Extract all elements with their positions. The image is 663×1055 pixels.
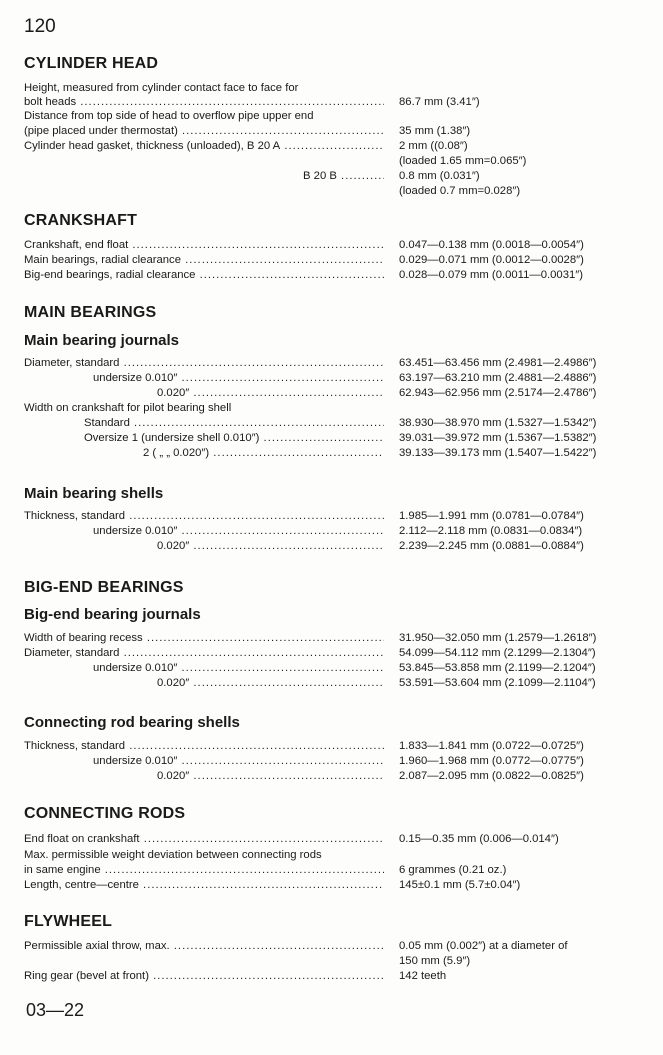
spec-value: 2 mm ((0.08″) bbox=[399, 140, 468, 152]
spec-row bbox=[24, 754, 634, 768]
spec-value: 39.133—39.173 mm (1.5407—1.5422″) bbox=[399, 447, 597, 459]
spec-row bbox=[24, 646, 634, 660]
subheading-big-end-bearing-journals: Big-end bearing journals bbox=[24, 606, 201, 623]
spec-value: 0.028—0.079 mm (0.0011—0.0031″) bbox=[399, 269, 584, 281]
spec-row bbox=[24, 954, 634, 968]
spec-label: undersize 0.010″ ..... bbox=[93, 371, 384, 385]
section-heading-main-bearings: MAIN BEARINGS bbox=[24, 304, 157, 321]
spec-value: 39.031—39.972 mm (1.5367—1.5382″) bbox=[399, 432, 597, 444]
spec-row bbox=[24, 416, 634, 430]
page-number: 120 bbox=[24, 16, 56, 37]
section-heading-connecting-rods: CONNECTING RODS bbox=[24, 805, 186, 822]
spec-value: 0.047—0.138 mm (0.0018—0.0054″) bbox=[399, 239, 584, 251]
spec-value: 38.930—38.970 mm (1.5327—1.5342″) bbox=[399, 417, 597, 429]
spec-value: 63.197—63.210 mm (2.4881—2.4886″) bbox=[399, 372, 597, 384]
spec-value: 54.099—54.112 mm (2.1299—2.1304″) bbox=[399, 647, 596, 659]
spec-row bbox=[24, 356, 634, 370]
spec-row bbox=[24, 661, 634, 675]
spec-row bbox=[24, 81, 634, 95]
spec-row bbox=[24, 124, 634, 138]
spec-row bbox=[24, 95, 634, 109]
spec-label: 0.020″ ..... bbox=[157, 769, 384, 783]
spec-row bbox=[24, 832, 634, 846]
spec-label: Permissible axial throw, max. ..... bbox=[24, 939, 384, 953]
spec-label: bolt heads ..... bbox=[24, 95, 384, 109]
spec-value: 0.029—0.071 mm (0.0012—0.0028″) bbox=[399, 254, 584, 266]
spec-row bbox=[24, 109, 634, 123]
spec-value: 0.15—0.35 mm (0.006—0.014″) bbox=[399, 833, 559, 845]
spec-row bbox=[24, 386, 634, 400]
subheading-main-bearing-journals: Main bearing journals bbox=[24, 332, 180, 349]
subheading-main-bearing-shells: Main bearing shells bbox=[24, 485, 164, 502]
spec-label: 0.020″ ..... bbox=[157, 676, 384, 690]
spec-value: 53.591—53.604 mm (2.1099—2.1104″) bbox=[399, 677, 596, 689]
spec-row bbox=[24, 401, 634, 415]
spec-row bbox=[24, 524, 634, 538]
spec-label: Max. permissible weight deviation between connecting rods bbox=[24, 849, 322, 861]
spec-label: Diameter, standard ..... bbox=[24, 356, 384, 370]
spec-row bbox=[24, 154, 634, 168]
spec-value: 0.8 mm (0.031″) bbox=[399, 170, 480, 182]
spec-label: Cylinder head gasket, thickness (unloaded), B 20 A ..... bbox=[24, 139, 384, 153]
spec-value: 1.960—1.968 mm (0.0772—0.0775″) bbox=[399, 755, 584, 767]
spec-label: Main bearings, radial clearance ..... bbox=[24, 253, 384, 267]
spec-label: Thickness, standard ..... bbox=[24, 509, 384, 523]
spec-row bbox=[24, 509, 634, 523]
spec-label: Standard ..... bbox=[84, 416, 384, 430]
spec-value: 0.05 mm (0.002″) at a diameter of bbox=[399, 940, 568, 952]
spec-label: Height, measured from cylinder contact face to face for bbox=[24, 82, 299, 94]
section-heading-big-end-bearings: BIG-END BEARINGS bbox=[24, 579, 184, 596]
spec-row bbox=[24, 169, 634, 183]
spec-row bbox=[24, 878, 634, 892]
spec-row bbox=[24, 739, 634, 753]
spec-label: undersize 0.010″ ..... bbox=[93, 754, 384, 768]
spec-label: B 20 B ..... bbox=[303, 169, 384, 183]
spec-value: 62.943—62.956 mm (2.5174—2.4786″) bbox=[399, 387, 597, 399]
spec-label: (pipe placed under thermostat) ..... bbox=[24, 124, 384, 138]
spec-row bbox=[24, 848, 634, 862]
spec-row bbox=[24, 371, 634, 385]
spec-value: 63.451—63.456 mm (2.4981—2.4986″) bbox=[399, 357, 597, 369]
spec-value: 53.845—53.858 mm (2.1199—2.1204″) bbox=[399, 662, 596, 674]
spec-row bbox=[24, 431, 634, 445]
section-heading-cylinder-head: CYLINDER HEAD bbox=[24, 55, 159, 72]
spec-value: (loaded 1.65 mm=0.065″) bbox=[399, 155, 527, 167]
spec-row bbox=[24, 184, 634, 198]
spec-value: 6 grammes (0.21 oz.) bbox=[399, 864, 507, 876]
spec-label: Width on crankshaft for pilot bearing shell bbox=[24, 402, 232, 414]
spec-label: Length, centre—centre ..... bbox=[24, 878, 384, 892]
spec-value: 1.985—1.991 mm (0.0781—0.0784″) bbox=[399, 510, 584, 522]
spec-row bbox=[24, 268, 634, 282]
spec-row bbox=[24, 769, 634, 783]
section-heading-flywheel: FLYWHEEL bbox=[24, 913, 113, 930]
spec-row bbox=[24, 238, 634, 252]
spec-row bbox=[24, 139, 634, 153]
spec-row bbox=[24, 631, 634, 645]
spec-value: 2.112—2.118 mm (0.0831—0.0834″) bbox=[399, 525, 583, 537]
spec-value: 145±0.1 mm (5.7±0.04″) bbox=[399, 879, 521, 891]
spec-value: 2.239—2.245 mm (0.0881—0.0884″) bbox=[399, 540, 584, 552]
spec-row bbox=[24, 253, 634, 267]
spec-label: undersize 0.010″ ..... bbox=[93, 661, 384, 675]
spec-label: in same engine ..... bbox=[24, 863, 384, 877]
spec-label: Big-end bearings, radial clearance ..... bbox=[24, 268, 384, 282]
spec-label: End float on crankshaft ..... bbox=[24, 832, 384, 846]
spec-label: Crankshaft, end float ..... bbox=[24, 238, 384, 252]
spec-label: 2 ( „ „ 0.020″) ..... bbox=[143, 446, 384, 460]
spec-label: undersize 0.010″ ..... bbox=[93, 524, 384, 538]
spec-row bbox=[24, 939, 634, 953]
spec-row bbox=[24, 539, 634, 553]
spec-row bbox=[24, 863, 634, 877]
spec-value: 31.950—32.050 mm (1.2579—1.2618″) bbox=[399, 632, 597, 644]
section-heading-crankshaft: CRANKSHAFT bbox=[24, 212, 138, 229]
spec-value: 150 mm (5.9″) bbox=[399, 955, 471, 967]
spec-label: Thickness, standard ..... bbox=[24, 739, 384, 753]
spec-row bbox=[24, 676, 634, 690]
spec-label: Width of bearing recess ..... bbox=[24, 631, 384, 645]
spec-label: Diameter, standard ..... bbox=[24, 646, 384, 660]
page-footer-code: 03—22 bbox=[26, 1000, 85, 1020]
spec-row bbox=[24, 969, 634, 983]
spec-value: 35 mm (1.38″) bbox=[399, 125, 471, 137]
spec-label: Ring gear (bevel at front) ..... bbox=[24, 969, 384, 983]
subheading-connecting-rod-bearing-shells: Connecting rod bearing shells bbox=[24, 714, 240, 731]
spec-value: 1.833—1.841 mm (0.0722—0.0725″) bbox=[399, 740, 584, 752]
spec-label: Oversize 1 (undersize shell 0.010″) ..... bbox=[84, 431, 384, 445]
spec-value: 2.087—2.095 mm (0.0822—0.0825″) bbox=[399, 770, 584, 782]
spec-label: Distance from top side of head to overflow pipe upper end bbox=[24, 110, 314, 122]
spec-label: 0.020″ ..... bbox=[157, 539, 384, 553]
spec-value: 142 teeth bbox=[399, 970, 447, 982]
spec-label: 0.020″ ..... bbox=[157, 386, 384, 400]
spec-value: 86.7 mm (3.41″) bbox=[399, 96, 480, 108]
spec-value: (loaded 0.7 mm=0.028″) bbox=[399, 185, 521, 197]
spec-row bbox=[24, 446, 634, 460]
